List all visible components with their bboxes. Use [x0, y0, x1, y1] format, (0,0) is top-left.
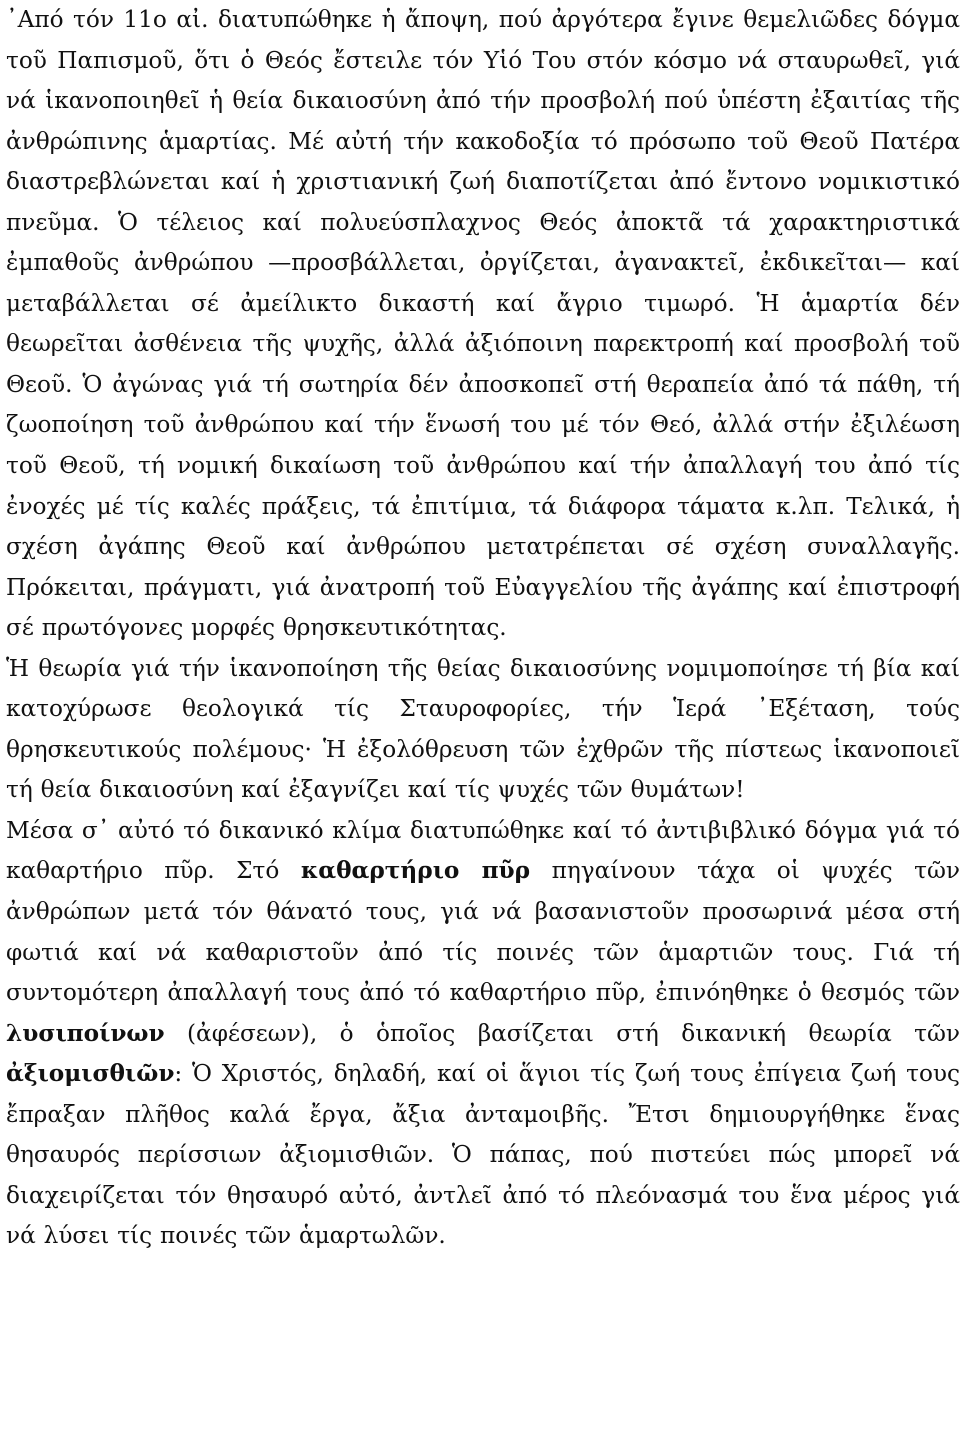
paragraph-text: : Ὁ Χριστός, δηλαδή, καί οἱ ἅγιοι τίς ζωή τους ἐπίγεια ζωή τους ἔπραξαν πλῆθος καλά ἔργα, ἄξια ἀνταμοιβῆς. Ἔτσι δημιουργήθηκε ἕνας θησαυρός περίσσιων ἀξιομισθιῶν. Ὁ πάπας, πού πιστεύει πώς μπορεῖ νά διαχειρίζεται τόν θησαυρό αὐτό, ἀντλεῖ ἀπό τό πλεόνασμά του ἕνα μέρος γιά νά λύσει τίς ποινές τῶν ἁμαρτωλῶν.: [6, 1060, 960, 1250]
paragraph-text: ᾿Από τόν 11ο αἰ. διατυπώθηκε ἡ ἄποψη, πού ἀργότερα ἔγινε θεμελιῶδες δόγμα τοῦ Παπισμοῦ, ὅτι ὁ Θεός ἔστειλε τόν Υἱό Του στόν κόσμο νά σταυρωθεῖ, γιά νά ἱκανοποιηθεῖ ἡ θεία δικαιοσύνη ἀπό τήν προσβολή πού ὑπέστη ἐξαιτίας τῆς ἀνθρώπινης ἁμαρτίας. Μέ αὐτή τήν κακοδοξία τό πρόσωπο τοῦ Θεοῦ Πατέρα διαστρεβλώνεται καί ἡ χριστιανική ζωή διαποτίζεται ἀπό ἔντονο νομικιστικό πνεῦμα. Ὁ τέλειος καί πολυεύσπλαχνος Θεός ἀποκτᾶ τά χαρακτηριστικά ἐμπαθοῦς ἀνθρώπου —προσβάλλεται, ὀργίζεται, ἀγανακτεῖ, ἐκδικεῖται— καί μεταβάλλεται σέ ἀμείλικτο δικαστή καί ἄγριο τιμωρό. Ἡ ἁμαρτία δέν θεωρεῖται ἀσθένεια τῆς ψυχῆς, ἀλλά ἀξιόποινη παρεκτροπή καί προσβολή τοῦ Θεοῦ. Ὁ ἀγώνας γιά τή σωτηρία δέν ἀποσκοπεῖ στή θεραπεία ἀπό τά πάθη, τή ζωοποίηση τοῦ ἀνθρώπου καί τήν ἕνωσή του μέ τόν Θεό, ἀλλά στήν ἐξιλέωση τοῦ Θεοῦ, τή νομική δικαίωση τοῦ ἀνθρώπου καί τήν ἀπαλλαγή του ἀπό τίς ἐνοχές μέ τίς καλές πράξεις, τά ἐπιτίμια, τά διάφορα τάματα κ.λπ. Τελικά, ἡ σχέση ἀγάπης Θεοῦ καί ἀνθρώπου μετατρέπεται σέ σχέση συναλλαγῆς. Πρόκειται, πράγματι, γιά ἀνατροπή τοῦ Εὐαγγελίου τῆς ἀγάπης καί ἐπιστροφή σέ πρωτόγονες μορφές θρησκευτικότητας.: [6, 6, 960, 642]
paragraph-text: Μέσα σ᾿ αὐτό τό δικανικό κλίμα διατυπώθηκε καί τό ἀντιβιβλικό δόγμα γιά τό καθαρτήριο πῦρ. Στό: [6, 816, 960, 885]
paragraph-text: πηγαίνουν τάχα οἱ ψυχές τῶν ἀνθρώπων μετά τόν θάνατό τους, γιά νά βασανιστοῦν προσωρινά μέσα στή φωτιά καί νά καθαριστοῦν ἀπό τίς ποινές τῶν ἁμαρτιῶν τους. Γιά τή συντομότερη ἀπαλλαγή τους ἀπό τό καθαρτήριο πῦρ, ἐπινόηθηκε ὁ θεσμός τῶν: [6, 857, 960, 1007]
term-purgatory-fire: καθαρτήριο πῦρ: [300, 857, 531, 885]
term-merits: ἀξιομισθιῶν: [6, 1060, 175, 1088]
paragraph-violence: [6, 649, 960, 811]
term-indulgences: λυσιποίνων: [6, 1019, 165, 1047]
paragraph-purgatory: [6, 811, 960, 1257]
paragraph-text: Ἡ θεωρία γιά τήν ἱκανοποίηση τῆς θείας δικαιοσύνης νομιμοποίησε τή βία καί κατοχύρωσε θεολογικά τίς Σταυροφορίες, τήν Ἱερά ᾿Εξέταση, τούς θρησκευτικούς πολέμους· Ἡ ἐξολόθρευση τῶν ἐχθρῶν τῆς πίστεως ἱκανοποιεῖ τή θεία δικαιοσύνη καί ἐξαγνίζει καί τίς ψυχές τῶν θυμάτων!: [6, 654, 960, 804]
paragraph-satisfaction-theory: [6, 0, 960, 649]
paragraph-text: (ἀφέσεων), ὁ ὁποῖος βασίζεται στή δικανική θεωρία τῶν: [164, 1019, 960, 1047]
